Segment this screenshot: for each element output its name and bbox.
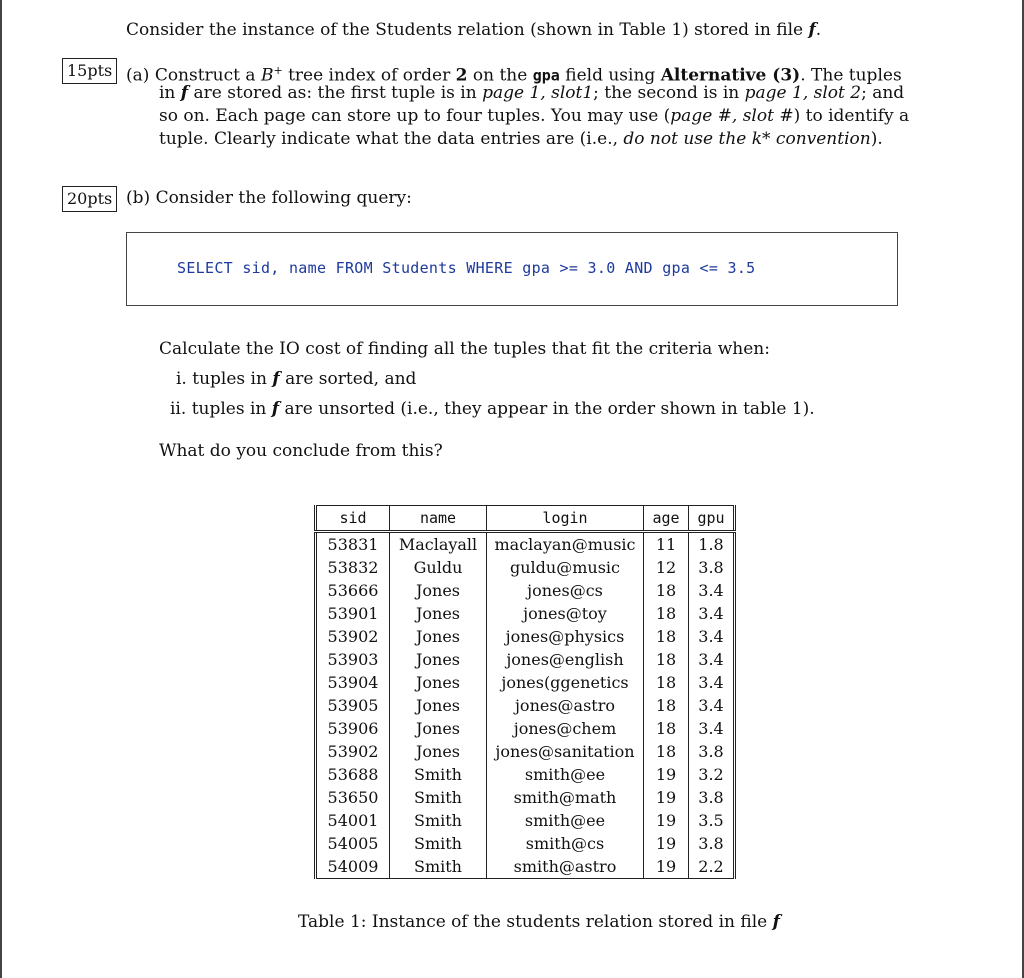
- cell-age: 19: [644, 786, 689, 809]
- tuple-id-format: page #, slot #: [670, 106, 794, 126]
- cell-age: 18: [644, 602, 689, 625]
- table-row: [316, 602, 735, 625]
- cell-login: smith@astro: [487, 855, 644, 879]
- part-b-points: 20pts: [62, 186, 117, 212]
- cell-name: Smith: [390, 855, 487, 879]
- students-table: [314, 505, 736, 879]
- cell-sid: 53905: [327, 696, 379, 715]
- bplus-superscript: +: [273, 64, 283, 77]
- cell-sid: 53902: [327, 742, 379, 761]
- table-row: [316, 579, 735, 602]
- cell-gpu: 3.8: [689, 556, 735, 579]
- bplus-symbol: B: [260, 65, 274, 86]
- list-text: are sorted, and: [285, 369, 417, 389]
- cell-age: 18: [644, 671, 689, 694]
- cell-name: Smith: [390, 832, 487, 855]
- part-a-text: . The tuples: [800, 65, 902, 86]
- part-a-line-4: [159, 128, 883, 151]
- alternative-label: Alternative (3): [660, 65, 801, 86]
- part-a-text: Construct a: [154, 65, 256, 86]
- cell-sid: 53666: [327, 581, 379, 600]
- list-text: are unsorted (i.e., they appear in the order shown in table 1).: [284, 399, 815, 419]
- cell-gpu: 1.8: [689, 532, 735, 557]
- cell-name: Jones: [390, 740, 487, 763]
- cell-gpu: 2.2: [689, 855, 735, 879]
- part-a-text: ; and: [861, 83, 905, 103]
- cell-gpu: 3.8: [689, 832, 735, 855]
- cell-sid: 54009: [327, 857, 379, 876]
- cell-name: Jones: [390, 671, 487, 694]
- cell-gpu: 3.4: [689, 602, 735, 625]
- part-b-label: (b): [126, 188, 151, 208]
- cell-login: jones@physics: [487, 625, 644, 648]
- table-row: [316, 625, 735, 648]
- part-a-text: tree index of order: [288, 65, 451, 86]
- part-b-text: Consider the following query:: [155, 188, 412, 208]
- cell-login: smith@cs: [487, 832, 644, 855]
- cell-sid: 53688: [327, 765, 379, 784]
- cell-age: 11: [644, 532, 689, 557]
- table-row: [316, 832, 735, 855]
- sql-query: SELECT sid, name FROM Students WHERE gpa >= 3.0 AND gpa <= 3.5: [177, 259, 756, 277]
- table-caption: [298, 912, 780, 932]
- caption-text: Table 1: Instance of the students relation stored in file: [298, 912, 768, 932]
- cell-login: jones@chem: [487, 717, 644, 740]
- order-value: 2: [455, 65, 468, 86]
- cell-login: jones(ggenetics: [487, 671, 644, 694]
- part-a-text: ; the second is in: [593, 83, 740, 103]
- file-symbol: f: [272, 369, 280, 389]
- cell-login: guldu@music: [487, 556, 644, 579]
- table-row: [316, 717, 735, 740]
- intro-text: [126, 19, 821, 42]
- cell-name: Maclayall: [390, 532, 487, 557]
- table-row: [316, 694, 735, 717]
- cell-age: 18: [644, 648, 689, 671]
- location-1: page 1, slot1: [482, 83, 594, 103]
- table-row: [316, 671, 735, 694]
- table-row: [316, 532, 735, 557]
- table-row: [316, 855, 735, 879]
- part-b-line-1: [126, 187, 412, 210]
- cell-age: 18: [644, 625, 689, 648]
- location-2: page 1, slot 2: [744, 83, 862, 103]
- cell-age: 18: [644, 579, 689, 602]
- part-a-line-2: [159, 82, 904, 105]
- cell-gpu: 3.8: [689, 786, 735, 809]
- part-a-label: (a): [126, 65, 150, 86]
- part-a-text: ) to identify a: [793, 106, 910, 126]
- cell-gpu: 3.4: [689, 694, 735, 717]
- list-text: tuples in: [191, 399, 267, 419]
- cell-login: jones@astro: [487, 694, 644, 717]
- header-name: name: [390, 506, 487, 532]
- cell-sid: 54005: [327, 834, 379, 853]
- cell-gpu: 3.2: [689, 763, 735, 786]
- cell-gpu: 3.5: [689, 809, 735, 832]
- field-name: gpa: [532, 66, 560, 85]
- table-row: [316, 809, 735, 832]
- cell-sid: 53832: [327, 558, 379, 577]
- part-a-points: 15pts: [62, 58, 117, 84]
- part-a-text: on the: [472, 65, 528, 86]
- cell-sid: 53902: [327, 627, 379, 646]
- part-a-text: ).: [870, 129, 883, 149]
- part-a-text: so on. Each page can store up to four tuples. You may use (: [159, 106, 671, 126]
- table-row: [316, 786, 735, 809]
- list-text: tuples in: [192, 369, 267, 389]
- cell-sid: 53904: [327, 673, 379, 692]
- table-row: [316, 740, 735, 763]
- calc-text: Calculate the IO cost of finding all the tuples that fit the criteria when:: [159, 339, 770, 359]
- table-row: [316, 763, 735, 786]
- cell-gpu: 3.4: [689, 625, 735, 648]
- query-box: [126, 232, 898, 306]
- cell-sid: 54001: [327, 811, 379, 830]
- list-item-i: [176, 368, 416, 391]
- part-a-line-3: [159, 105, 909, 128]
- file-symbol: f: [772, 912, 780, 932]
- cell-login: smith@ee: [487, 809, 644, 832]
- cell-name: Smith: [390, 809, 487, 832]
- file-symbol: f: [808, 20, 816, 40]
- intro-sentence: Consider the instance of the Students relation (shown in Table 1) stored in file: [126, 20, 804, 40]
- cell-age: 19: [644, 832, 689, 855]
- cell-name: Jones: [390, 717, 487, 740]
- file-symbol: f: [271, 399, 280, 419]
- list-marker: i.: [176, 369, 187, 389]
- cell-age: 18: [644, 740, 689, 763]
- cell-login: jones@cs: [487, 579, 644, 602]
- part-a-text: tuple. Clearly indicate what the data entries are (i.e.,: [159, 129, 618, 149]
- header-login: login: [487, 506, 644, 532]
- cell-login: smith@math: [487, 786, 644, 809]
- cell-age: 19: [644, 855, 689, 879]
- cell-login: jones@toy: [487, 602, 644, 625]
- cell-age: 18: [644, 694, 689, 717]
- part-a-text: are stored as: the first tuple is in: [193, 83, 477, 103]
- cell-age: 18: [644, 717, 689, 740]
- table-row: [316, 556, 735, 579]
- file-symbol: f: [180, 83, 189, 103]
- cell-sid: 53903: [327, 650, 379, 669]
- header-age: age: [644, 506, 689, 532]
- cell-name: Jones: [390, 694, 487, 717]
- list-marker: ii.: [170, 399, 187, 419]
- cell-age: 19: [644, 763, 689, 786]
- intro-end: .: [815, 20, 822, 40]
- cell-age: 12: [644, 556, 689, 579]
- cell-gpu: 3.4: [689, 579, 735, 602]
- header-sid: sid: [316, 506, 390, 532]
- conclude-text: What do you conclude from this?: [159, 441, 443, 461]
- table-header-row: [316, 506, 735, 532]
- cell-name: Smith: [390, 786, 487, 809]
- cell-login: jones@sanitation: [487, 740, 644, 763]
- table-body: [316, 532, 735, 879]
- cell-name: Jones: [390, 625, 487, 648]
- part-a-text: in: [159, 83, 176, 103]
- cell-gpu: 3.4: [689, 648, 735, 671]
- cell-login: jones@english: [487, 648, 644, 671]
- header-gpu: gpu: [689, 506, 735, 532]
- cell-login: smith@ee: [487, 763, 644, 786]
- cell-gpu: 3.4: [689, 671, 735, 694]
- cell-name: Smith: [390, 763, 487, 786]
- list-item-ii: [170, 398, 815, 421]
- part-a-text: field using: [565, 65, 656, 86]
- cell-sid: 53831: [327, 535, 379, 554]
- cell-gpu: 3.8: [689, 740, 735, 763]
- page-edge-left: [0, 0, 2, 978]
- table-row: [316, 648, 735, 671]
- cell-name: Jones: [390, 602, 487, 625]
- cell-gpu: 3.4: [689, 717, 735, 740]
- cell-sid: 53650: [327, 788, 379, 807]
- cell-name: Jones: [390, 579, 487, 602]
- convention-note: do not use the k* convention: [623, 129, 871, 149]
- cell-sid: 53901: [327, 604, 379, 623]
- cell-login: maclayan@music: [487, 532, 644, 557]
- cell-age: 19: [644, 809, 689, 832]
- cell-name: Guldu: [390, 556, 487, 579]
- cell-sid: 53906: [327, 719, 379, 738]
- cell-name: Jones: [390, 648, 487, 671]
